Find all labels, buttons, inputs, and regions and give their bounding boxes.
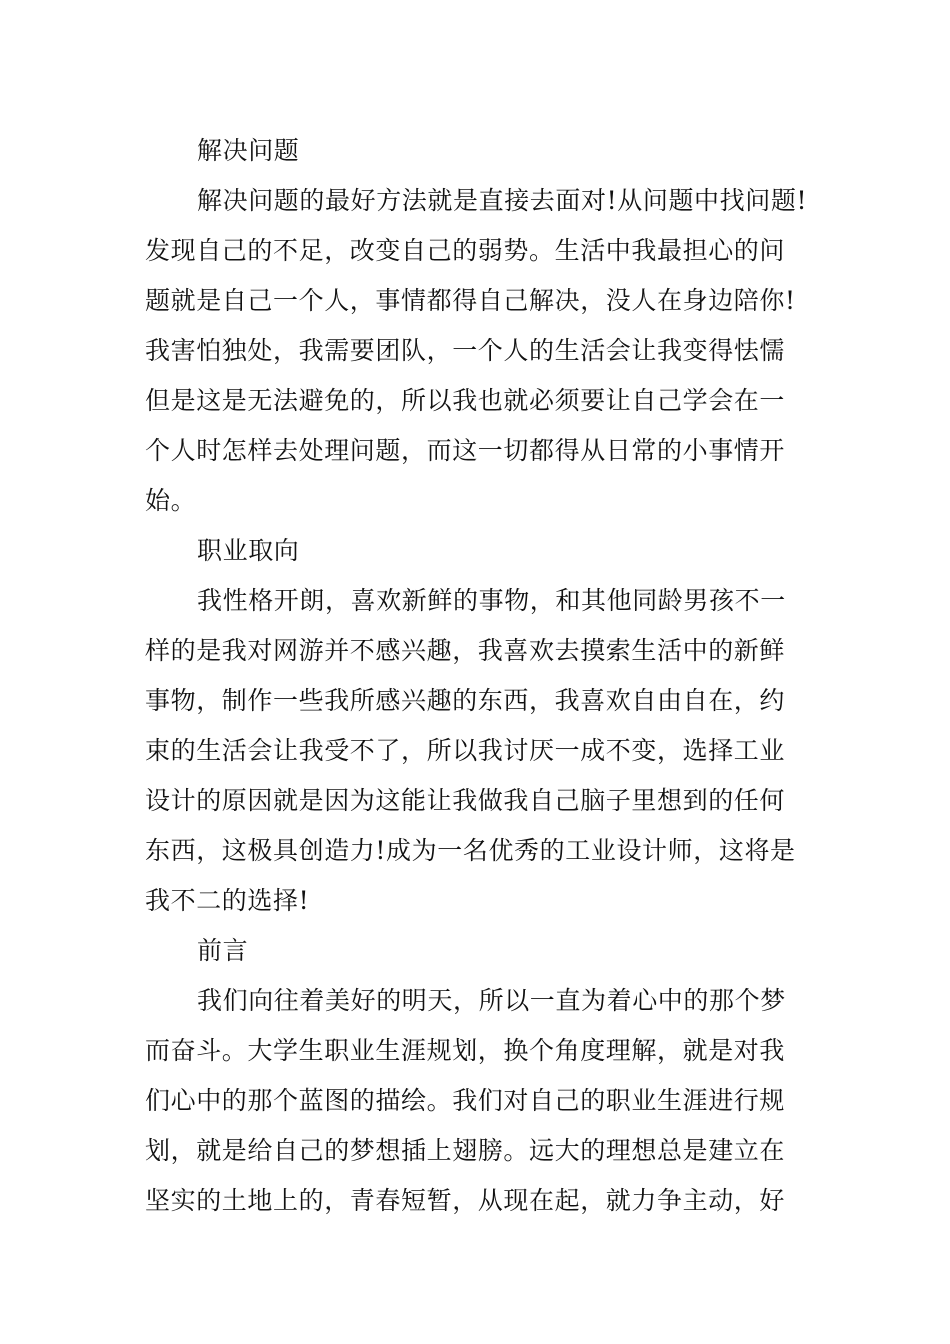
section-heading: 前言 bbox=[197, 936, 249, 965]
section-heading: 解决问题 bbox=[197, 136, 300, 165]
paragraph-line: 我不二的选择! bbox=[145, 886, 310, 915]
paragraph-line: 事物，制作一些我所感兴趣的东西，我喜欢自由自在，约 bbox=[145, 686, 786, 715]
section-heading: 职业取向 bbox=[197, 536, 300, 565]
paragraph-line: 坚实的土地上的，青春短暂，从现在起，就力争主动，好 bbox=[145, 1186, 786, 1215]
paragraph-line: 我害怕独处，我需要团队，一个人的生活会让我变得怯懦 bbox=[145, 336, 786, 365]
paragraph-line: 设计的原因就是因为这能让我做我自己脑子里想到的任何 bbox=[145, 786, 786, 815]
section-career-orientation bbox=[145, 526, 810, 926]
section-preface bbox=[145, 926, 810, 1226]
paragraph-line: 我们向往着美好的明天，所以一直为着心中的那个梦 bbox=[197, 986, 786, 1015]
paragraph-line: 发现自己的不足，改变自己的弱势。生活中我最担心的问 bbox=[145, 236, 786, 265]
paragraph-line: 而奋斗。大学生职业生涯规划，换个角度理解，就是对我 bbox=[145, 1036, 786, 1065]
paragraph-line: 我性格开朗，喜欢新鲜的事物，和其他同龄男孩不一 bbox=[197, 586, 786, 615]
paragraph-line: 个人时怎样去处理问题，而这一切都得从日常的小事情开 bbox=[145, 436, 786, 465]
section-problem-solving bbox=[145, 126, 810, 526]
paragraph-line: 始。 bbox=[145, 486, 197, 515]
paragraph-line: 样的是我对网游并不感兴趣，我喜欢去摸索生活中的新鲜 bbox=[145, 636, 786, 665]
paragraph-line: 划，就是给自己的梦想插上翅膀。远大的理想总是建立在 bbox=[145, 1136, 786, 1165]
paragraph-line: 们心中的那个蓝图的描绘。我们对自己的职业生涯进行规 bbox=[145, 1086, 786, 1115]
paragraph-line: 解决问题的最好方法就是直接去面对!从问题中找问题! bbox=[197, 186, 808, 215]
paragraph-line: 但是这是无法避免的，所以我也就必须要让自己学会在一 bbox=[145, 386, 786, 415]
document-page bbox=[145, 126, 810, 1226]
paragraph-line: 题就是自己一个人，事情都得自己解决，没人在身边陪你! bbox=[145, 286, 796, 315]
paragraph-line: 束的生活会让我受不了，所以我讨厌一成不变，选择工业 bbox=[145, 736, 786, 765]
paragraph-line: 东西，这极具创造力!成为一名优秀的工业设计师，这将是 bbox=[145, 836, 796, 865]
